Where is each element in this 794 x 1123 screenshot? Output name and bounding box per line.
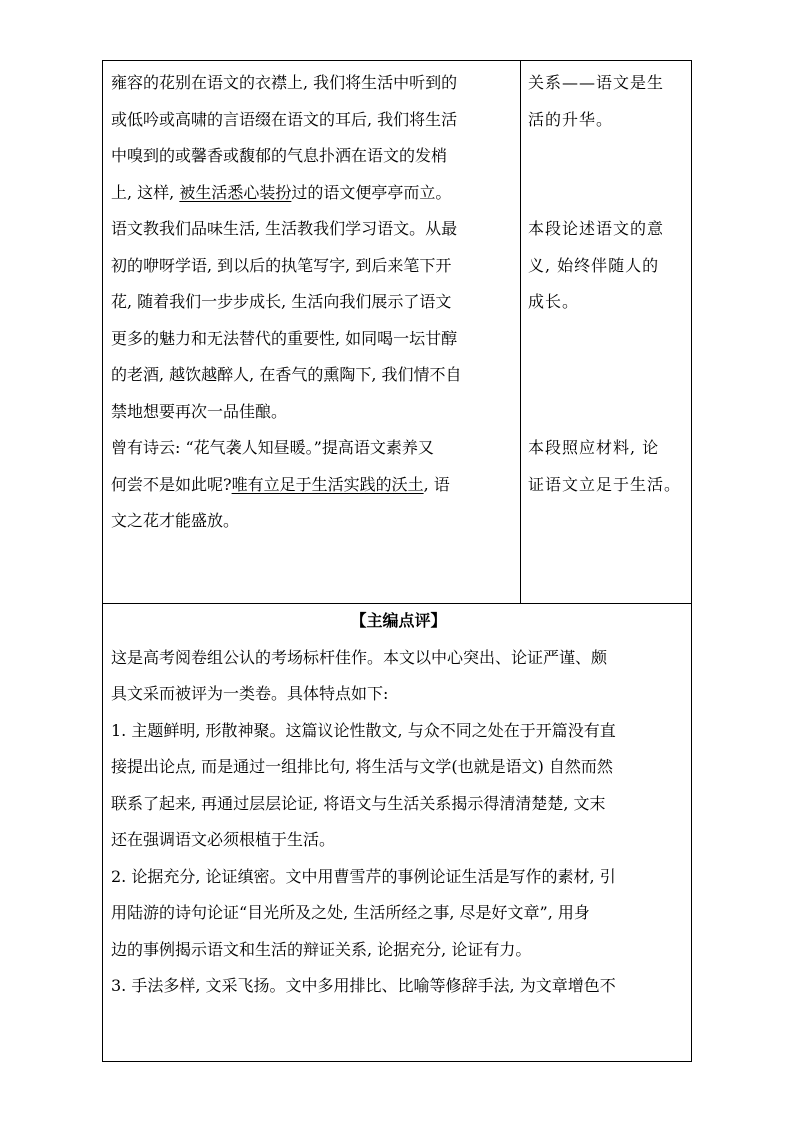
underlined-phrase: 被生活悉心装扮 xyxy=(179,182,292,202)
commentary-title: 【主编点评】 xyxy=(350,611,447,630)
annotation-line: 义, 始终伴随人的 xyxy=(528,255,660,275)
essay-line: 更多的魅力和无法替代的重要性, 如同喝一坛甘醇 xyxy=(111,328,458,348)
commentary-line: 具文采而被评为一类卷。具体特点如下: xyxy=(111,684,389,703)
essay-text xyxy=(111,65,515,540)
commentary-line: 还在强调语文必须根植于生活。 xyxy=(111,830,336,849)
commentary-line: 联系了起来, 再通过层层论证, 将语文与生活关系揭示得清清楚楚, 文末 xyxy=(111,793,606,813)
essay-line: 雍容的花别在语文的衣襟上, 我们将生活中听到的 xyxy=(111,73,458,92)
essay-line: 文之花才能盛放。 xyxy=(111,511,240,530)
commentary-line: 2. 论据充分, 论证缜密。文中用曹雪芹的事例论证生活是写作的素材, 引 xyxy=(111,866,616,886)
commentary-line: 用陆游的诗句论证“目光所及之处, 生活所经之事, 尽是好文章”, 用身 xyxy=(111,903,590,922)
annotation-line: 关系——语文是生 xyxy=(528,73,665,92)
content-table xyxy=(102,60,692,1062)
commentary-section xyxy=(111,603,686,1005)
column-divider xyxy=(520,61,521,603)
essay-line: 的老酒, 越饮越醉人, 在香气的熏陶下, 我们情不自 xyxy=(111,365,462,384)
annotation-line: 成长。 xyxy=(528,292,580,311)
essay-line xyxy=(111,467,515,504)
essay-line: 语文教我们品味生活, 生活教我们学习语文。从最 xyxy=(111,219,458,238)
essay-line: 禁地想要再次一品佳酿。 xyxy=(111,401,288,421)
essay-line: 或低吟或高啸的言语缀在语文的耳后, 我们将生活 xyxy=(111,109,458,129)
underlined-phrase: 唯有立足于生活实践的沃土 xyxy=(231,474,424,494)
commentary-line: 接提出论点, 而是通过一组排比句, 将生活与文学(也就是语文) 自然而然 xyxy=(111,757,613,776)
text-segment: , 语 xyxy=(423,474,450,494)
text-segment: 上, 这样, xyxy=(111,182,180,202)
commentary-line: 3. 手法多样, 文采飞扬。文中多用排比、比喻等修辞手法, 为文章增色不 xyxy=(111,976,616,995)
annotation-column xyxy=(528,65,688,503)
annotation-line: 本段照应材料, 论 xyxy=(528,438,660,457)
essay-line: 初的咿呀学语, 到以后的执笔写字, 到后来笔下开 xyxy=(111,255,452,275)
commentary-line: 这是高考阅卷组公认的考场标杆佳作。本文以中心突出、论证严谨、颇 xyxy=(111,647,608,667)
essay-line: 中嗅到的或馨香或馥郁的气息扑洒在语文的发梢 xyxy=(111,146,448,165)
annotation-line: 证语文立足于生活。 xyxy=(528,474,682,494)
annotation-line: 本段论述语文的意 xyxy=(528,219,665,238)
essay-line: 花, 随着我们一步步成长, 生活向我们展示了语文 xyxy=(111,292,452,311)
commentary-line: 1. 主题鲜明, 形散神聚。这篇议论性散文, 与众不同之处在于开篇没有直 xyxy=(111,720,616,740)
essay-line: 曾有诗云: “花气袭人知昼暖。”提高语文素养又 xyxy=(111,438,434,457)
commentary-line: 边的事例揭示语文和生活的辩证关系, 论据充分, 论证有力。 xyxy=(111,939,532,959)
text-segment: 何尝不是如此呢? xyxy=(111,474,232,494)
essay-line xyxy=(111,175,515,212)
annotation-line: 活的升华。 xyxy=(528,109,614,129)
essay-row xyxy=(103,61,691,604)
text-segment: 过的语文便亭亭而立。 xyxy=(291,182,452,202)
